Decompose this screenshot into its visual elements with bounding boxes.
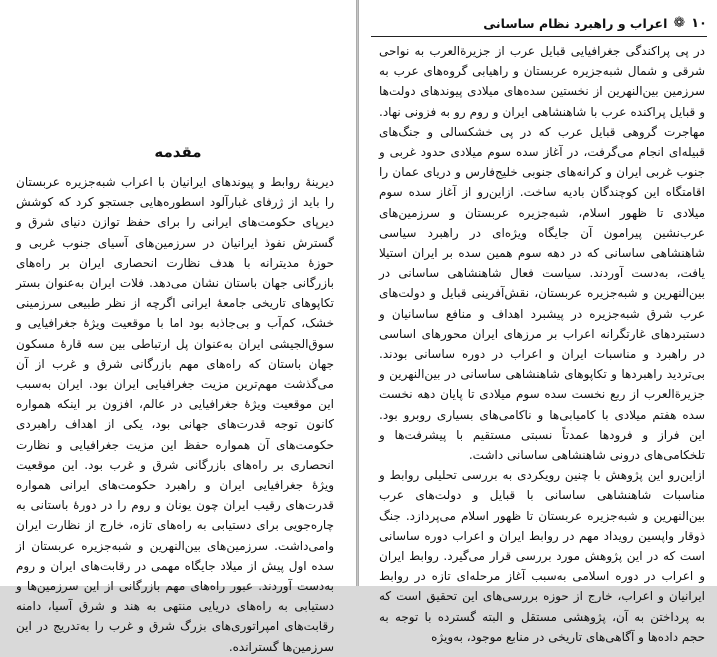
flower-icon: ❁ <box>673 15 686 31</box>
right-paragraph-1: در پی پراکندگی جغرافیایی قبایل عرب از جزیرة‌العرب به نواحی شرقی و شمال شبه‌جزیره عربستان و راهیابی گروه‌های عرب به سرزمین بین‌النهرین از نخستین سده‌های میلادی پیوندهای دولت‌ها و قبایل پراکنده عرب با شاهنشاهی ایران و روم رو به فزونی نهاد. مهاجرت گروهی قبایل عرب که در پی خشکسالی و جنگ‌های قبیله‌ای انجام می‌گرفت، در آغاز سده سوم میلادی حدود غربی و جنوب غربی ایران و کرانه‌های جنوبی خلیج‌فارس و دریای عمان را اقامتگاه این کوچندگان بادیه ساخت. ازاین‌رو از آغاز سده سوم میلادی تا ظهور اسلام، شبه‌جزیره عربستان و سرزمین‌های عرب‌نشین پیرامون آن جایگاه ویژه‌ای در راهبرد سیاسی شاهنشاهی ساسانی که در دهه سوم همین سده بر ایران استیلا یافت، به‌دست آوردند. سیاست فعال شاهنشاهی ساسانی در بین‌النهرین و شبه‌جزیره عربستان، نقش‌آفرینی قبایل و دولت‌های عرب شرق شبه‌جزیره در پیشبرد اهداف و منافع ساسانیان و دستبردهای غارتگرانه اعراب بر مرزهای ایران محورهای اساسی در راهبرد و مناسبات ایران و اعراب در دوره ساسانی بودند. بی‌تردید راهبردها و تکاپوهای شاهنشاهی ساسانی در بین‌النهرین و جزیرة‌العرب از ربع نخست سده سوم میلادی تا پایان دهه نخست سده هفتم میلادی با کامیابی‌ها و ناکامی‌های بسیاری روبرو بود. این فراز و فرودها عمدتاً نسبتی مستقیم با پیشرفت‌ها و تلخکامی‌های درونی شاهنشاهی ساسانی داشت. <box>379 44 705 463</box>
left-page-body <box>16 172 334 654</box>
left-paragraph: دیرینهٔ روابط و پیوندهای ایرانیان با اعراب شبه‌جزیره عربستان را باید از ژرفای غبارآلود اسطوره‌هایی جستجو کرد که کوشش دیرپای حکومت‌های ایرانی را برای حفظ توازن دنیای شرق و گسترش نفوذ ایرانیان در سرزمین‌های آسیای جنوب غربی و حوزهٔ مدیترانه با هدف نظارت انحصاری ایران بر راه‌های بازرگانی جهان باستان نشان می‌دهد. فلات ایران به‌عنوان بستر تکاپوهای تاریخی جامعهٔ ایرانی اگرچه از نظر طبیعی سرزمینی خشک، کم‌آب و بی‌جاذبه بود اما با موقعیت ویژهٔ جغرافیایی و سوق‌الجیشی ایران به‌عنوان پل ارتباطی بین سه قارهٔ مسکون جهان باستان که راه‌های مهم بازرگانی شرق و غرب از آن می‌گذشت مهم‌ترین مزیت جغرافیایی ایران بود. ایران به‌سبب این موقعیت ویژهٔ جغرافیایی در عالم، افزون بر اینکه همواره کانون توجه قدرت‌های جهانی بود، یکی از اهداف راهبردی حکومت‌های آن همواره حفظ این مزیت جغرافیایی و نظارت انحصاری بر راه‌های بازرگانی شرق و غرب بود. این موقعیت ویژهٔ جغرافیایی ایران و راهبرد حکومت‌های ایرانی همواره قدرت‌های رقیب ایران چون یونان و روم را در دورهٔ باستانی به چاره‌جویی برای دستیابی به راه‌های تازه، خارج از نظارت ایران وامی‌داشت. سرزمین‌های بین‌النهرین و شبه‌جزیره عربستان از سده اول پیش از میلاد جایگاه مهمی در رقابت‌های ایران و روم به‌دست آوردند. عبور راه‌های مهم بازرگانی از این سرزمین‌ها و دستیابی به راه‌های دریایی منتهی به هند و شرق آسیا، دامنه رقابت‌های امپراتوری‌های بزرگ شرق و غرب را به‌تدریج در این سرزمین‌ها گسترانده. <box>16 175 334 654</box>
left-page <box>0 0 356 654</box>
running-header <box>371 10 707 37</box>
right-page-body <box>379 41 705 644</box>
running-title: اعراب و راهبرد نظام ساسانی <box>483 15 668 31</box>
chapter-title: مقدمه <box>154 143 202 161</box>
right-page <box>359 0 717 644</box>
right-paragraph-2: ازاین‌رو این پژوهش با چنین رویکردی به بررسی تحلیلی روابط و مناسبات شاهنشاهی ساسانی با قبایل و دولت‌های عرب بین‌النهرین و شبه‌جزیره عربستان تا ظهور اسلام می‌پردازد. جنگ ذوقار واپسین رویداد مهم در روابط ایران و اعراب دوره ساسانی است که در این پژوهش مورد بررسی قرار می‌گیرد. روابط ایران و اعراب در دوره اسلامی به‌سبب آغاز مرحله‌ای تازه در روابط ایرانیان و اعراب، خارج از حوزه بررسی‌های این تحقیق است که به پرداختن به آن، پژوهشی مستقل و البته گسترده با توجه به حجم داده‌ها و آگاهی‌های تاریخی در منابع موجود، به‌ویژه <box>379 468 705 644</box>
page-number: ۱۰ <box>691 15 707 31</box>
